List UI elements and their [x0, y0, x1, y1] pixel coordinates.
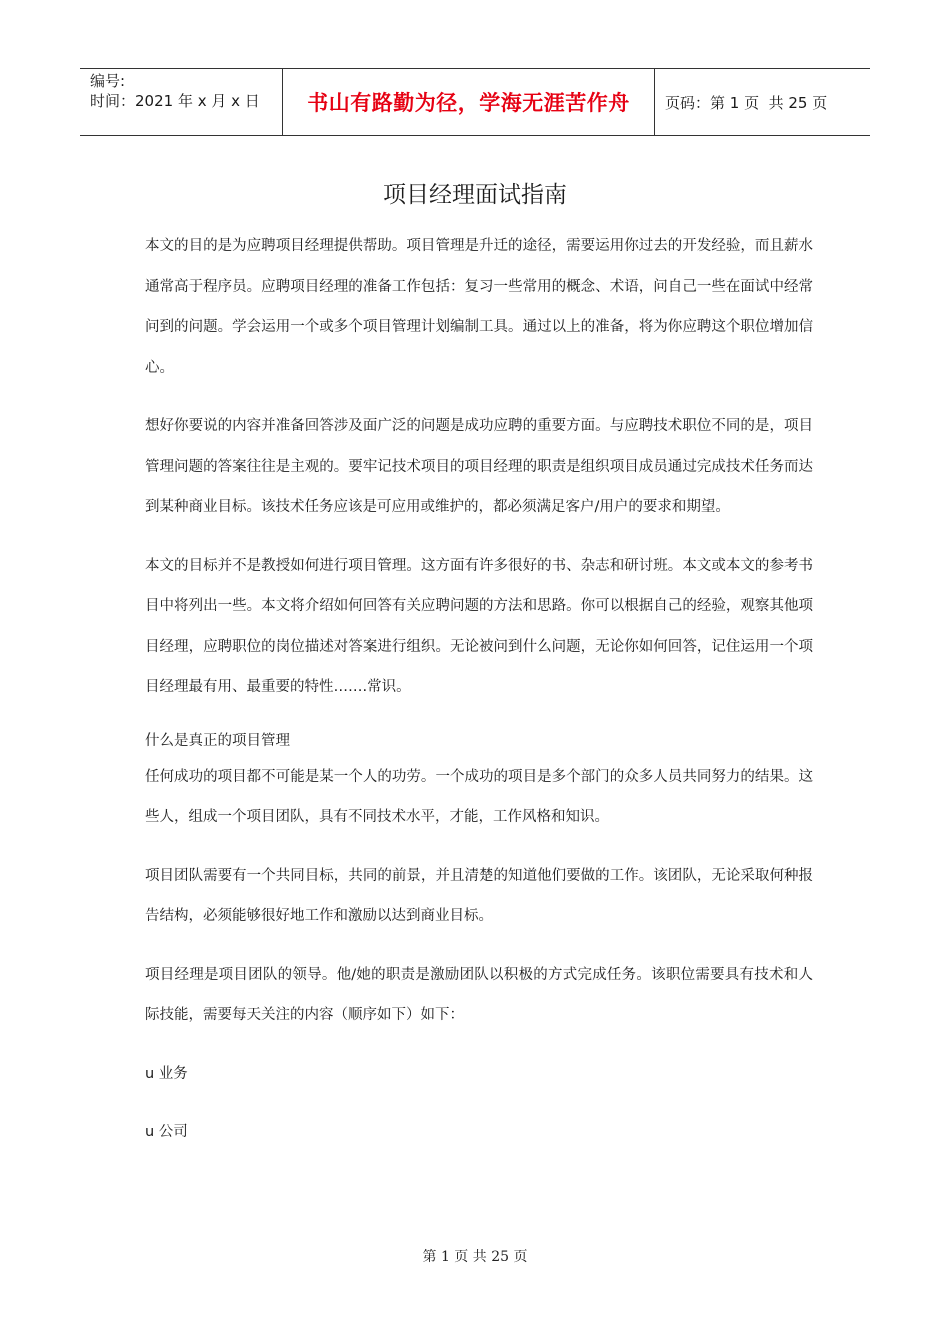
header-motto-cell [282, 69, 655, 135]
paragraph: 项目团队需要有一个共同目标，共同的前景，并且清楚的知道他们要做的工作。该团队，无论采取何种报告结构，必须能够很好地工作和激励以达到商业目标。 [145, 867, 813, 924]
document-title: 项目经理面试指南 [383, 182, 567, 208]
header-table [80, 68, 870, 136]
date-label: 时间：2021 年 x 月 x 日 [90, 92, 260, 110]
bullet-item: u 业务 [145, 1065, 188, 1082]
header-left-cell [80, 69, 282, 135]
paragraph: 任何成功的项目都不可能是某一个人的功劳。一个成功的项目是多个部门的众多人员共同努力的结果。这些人，组成一个项目团队，具有不同技术水平，才能，工作风格和知识。 [145, 768, 813, 825]
header-page-cell [655, 69, 870, 135]
page-info: 页码：第 1 页 共 25 页 [665, 93, 828, 112]
bullet-item: u 公司 [145, 1123, 188, 1140]
paragraph: 项目经理是项目团队的领导。他/她的职责是激励团队以积极的方式完成任务。该职位需要具有技术和人际技能，需要每天关注的内容（顺序如下）如下： [145, 966, 813, 1023]
paragraph: 本文的目的是为应聘项目经理提供帮助。项目管理是升迁的途径，需要运用你过去的开发经验，而且薪水通常高于程序员。应聘项目经理的准备工作包括：复习一些常用的概念、术语，问自己一些在面试中经常问到的问题。学会运用一个或多个项目管理计划编制工具。通过以上的准备，将为你应聘这个职位增加信心。 [145, 238, 813, 376]
motto-text: 书山有路勤为径，学海无涯苦作舟 [307, 91, 630, 115]
page-footer: 第 1 页 共 25 页 [422, 1249, 528, 1265]
document-body [145, 226, 813, 1152]
paragraph: 想好你要说的内容并准备回答涉及面广泛的问题是成功应聘的重要方面。与应聘技术职位不同的是，项目管理问题的答案往往是主观的。要牢记技术项目的项目经理的职责是组织项目成员通过完成技术任务而达到某种商业目标。该技术任务应该是可应用或维护的，都必须满足客户/用户的要求和期望。 [145, 418, 813, 515]
section-heading: 什么是真正的项目管理 [145, 732, 290, 749]
paragraph: 本文的目标并不是教授如何进行项目管理。这方面有许多很好的书、杂志和研讨班。本文或本文的参考书目中将列出一些。本文将介绍如何回答有关应聘问题的方法和思路。你可以根据自己的经验，观察其他项目经理，应聘职位的岗位描述对答案进行组织。无论被问到什么问题，无论你如何回答，记住运用一个项目经理最有用、最重要的特性…….常识。 [145, 557, 813, 695]
document-number-label: 编号: [90, 72, 126, 90]
